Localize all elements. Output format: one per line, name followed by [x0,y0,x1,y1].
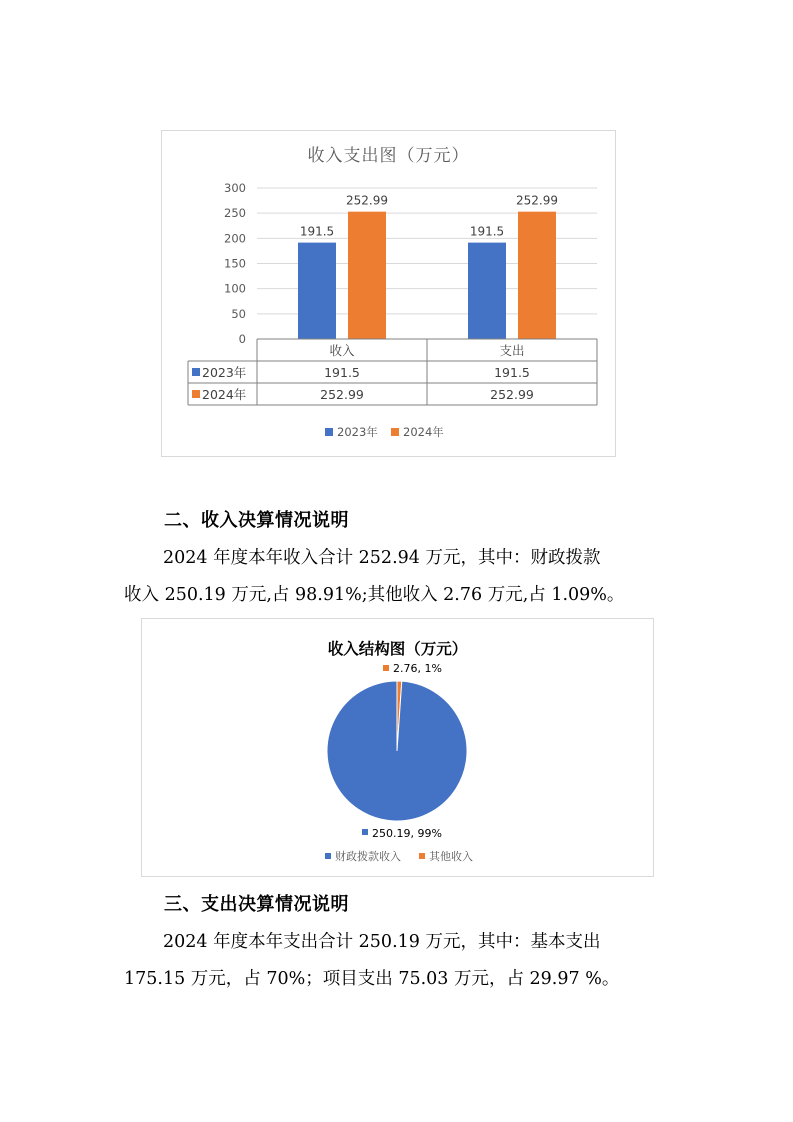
y-tick-label: 200 [224,231,246,246]
pie-data-label: 2.76, 1% [393,662,442,675]
expense-line-1: 2024 年度本年支出合计 250.19 万元，其中：基本支出 [163,932,601,952]
y-tick-label: 100 [224,281,246,296]
table-cell-value: 191.5 [324,365,360,380]
expense-line-2: 175.15 万元，占 70%；项目支出 75.03 万元，占 29.97 %。 [124,969,620,989]
legend-label: 财政拨款收入 [335,850,401,863]
expense-section-heading: 三、支出决算情况说明 [164,894,349,915]
table-cell-value: 252.99 [320,387,364,402]
category-label: 收入 [329,343,355,358]
category-label: 支出 [499,343,525,358]
income-line-1: 2024 年度本年收入合计 252.94 万元，其中：财政拨款 [163,548,601,568]
y-tick-label: 150 [224,256,246,271]
bar [348,212,386,339]
bar [468,243,506,339]
legend-key [325,853,331,859]
bar [298,243,336,339]
expense-paragraph [124,924,684,998]
y-tick-label: 300 [224,181,246,195]
y-tick-label: 50 [231,306,246,321]
legend-key [391,428,399,436]
table-series-label: 2024年 [202,387,247,402]
chart-title: 收入结构图（万元） [327,640,468,658]
income-section-heading: 二、收入决算情况说明 [164,510,349,531]
table-legend-key [192,390,200,398]
income-expense-chart [161,130,616,457]
pie-data-label: 250.19, 99% [372,827,442,840]
bar-value-label: 252.99 [516,193,558,208]
data-label-key [362,829,368,835]
bar [518,212,556,339]
bar-chart-svg [162,131,615,456]
income-line-2: 收入 250.19 万元,占 98.91%;其他收入 2.76 万元,占 1.09%。 [124,585,625,605]
legend-label: 2024年 [403,425,444,439]
data-label-key [383,665,389,671]
chart-title: 收入支出图（万元） [307,146,470,166]
bar-value-label: 252.99 [346,193,388,208]
table-cell-value: 252.99 [490,387,534,402]
legend-key [325,428,333,436]
y-tick-label: 0 [238,332,246,346]
legend-label: 其他收入 [429,850,473,863]
bar-value-label: 191.5 [469,224,505,239]
table-legend-key [192,368,200,376]
pie-slice [327,681,467,821]
income-structure-chart [141,618,654,877]
bar-value-label: 191.5 [299,224,335,239]
income-paragraph [124,540,684,614]
table-series-label: 2023年 [202,365,247,380]
table-cell-value: 191.5 [494,365,530,380]
legend-key [419,853,425,859]
pie-chart-svg [142,619,653,876]
y-tick-label: 250 [224,206,246,221]
legend-label: 2023年 [337,425,378,439]
